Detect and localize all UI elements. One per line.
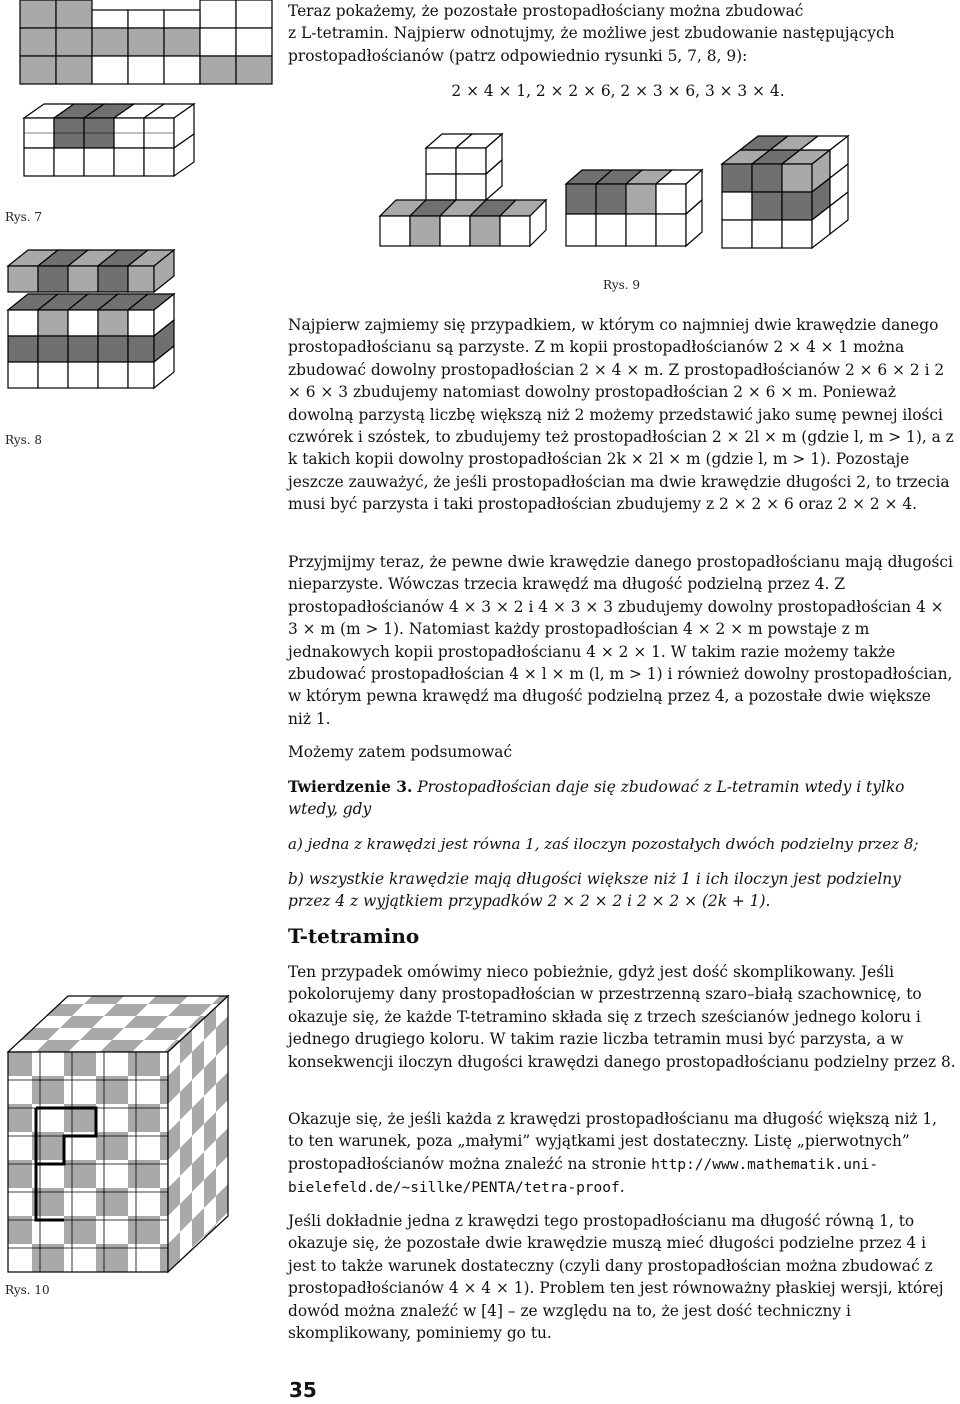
section-title: T-tetramino [288,924,420,948]
intro-line-2: z L-tetramin. Najpierw odnotujmy, że możliwe jest zbudowanie następujących [288,24,895,43]
page-number: 35 [289,1378,317,1402]
intro-line-3: prostopadłościanów (patrz odpowiednio rysunki 5, 7, 8, 9): [288,46,748,65]
caption-rys-10: Rys. 10 [5,1283,50,1297]
figure-rys-8 [4,246,184,406]
theorem-item-b: b) wszystkie krawędzie mają długości większe niż 1 i ich iloczyn jest podzielny przez 4 z wyjątkiem przypadków 2 × 2 × 2 i 2 × 2 × (2k + 1). [288,870,901,911]
paragraph-5 [288,1108,956,1200]
paragraph-6: Jeśli dokładnie jedna z krawędzi tego prostopadłościanu ma długość równą 1, to okazuje się, że pozostałe dwie krawędzie muszą mieć długości podzielne przez 4 i jest to także warunek dostateczny (czyli dany prostopadłościan można zbudować z prostopadłościanów 4 × 4 × 1). Problem ten jest równoważny płaskiej wersji, której dowód można znaleźć w [4] – ze względu na to, że jest dość techniczny i skomplikowany, pominiemy go tu. [288,1212,944,1343]
paragraph-5-end: . [619,1178,625,1197]
paragraph-5-url[interactable]: http://www.mathematik.uni-bielefeld.de/~sillke/PENTA/tetra-proof [288,1156,879,1197]
caption-rys-7: Rys. 7 [5,210,43,224]
paragraph-2: Przyjmijmy teraz, że pewne dwie krawędzie danego prostopadłościanu mają długości nieparzyste. Wówczas trzecia krawędź ma długość podzielną przez 4. Z prostopadłościanów 4 × 3 × 2 i 4 × 3 × 3 zbudujemy dowolny prostopadłościan 4 × 3 × m (m > 1). Natomiast każdy prostopadłościan 4 × 2 × m powstaje z m jednakowych kopii prostopadłościanu 4 × 2 × 1. W takim razie możemy także zbudować prostopadłościan 4 × l × m (l, m > 1) i również dowolny prostopadłościan, w którym pewna krawędź ma długość podzielną przez 4, a pozostałe dwie większe niż 1. [288,553,953,728]
caption-rys-8: Rys. 8 [5,433,43,447]
intro-formula: 2 × 4 × 1, 2 × 2 × 6, 2 × 3 × 6, 3 × 3 × 4. [451,82,785,100]
intro-line-1: Teraz pokażemy, że pozostałe prostopadłościany można zbudować [288,2,804,20]
theorem-text: Prostopadłościan daje się zbudować z L-tetramin wtedy i tylko wtedy, gdy [288,778,905,819]
figure-rys-10-drawing [0,992,240,1276]
theorem [288,776,956,821]
caption-rys-9: Rys. 9 [603,278,641,292]
paragraph-3: Możemy zatem podsumować [288,743,513,761]
figure-top-left [10,0,280,110]
figure-rys-7 [12,98,222,200]
figure-rys-9 [378,122,858,262]
theorem-label: Twierdzenie 3. [288,778,413,796]
figure-rys-10 [0,992,240,1276]
figure-top-left-drawing [10,0,280,110]
figure-rys-8-drawing [4,246,184,406]
paragraph-5-text: Okazuje się, że jeśli każda z krawędzi prostopadłościanu ma długość większą niż 1, to ten warunek, poza „małymi” wyjątkami jest dostateczny. Listę „pierwotnych” prostopadłościanów można znaleźć na stronie [288,1110,938,1173]
paragraph-1: Najpierw zajmiemy się przypadkiem, w którym co najmniej dwie krawędzie danego prostopadłościanu są parzyste. Z m kopii prostopadłościanów 2 × 4 × 1 można zbudować dowolny prostopadłościan 2 × 4 × m. Z prostopadłościanów 2 × 6 × 2 i 2 × 6 × 3 zbudujemy natomiast dowolny prostopadłościan 2 × 6 × m. Ponieważ dowolną parzystą liczbę większą niż 2 możemy przedstawić jako sumę pewnej ilości czwórek i szóstek, to zbudujemy też prostopadłościan 2 × 2l × m (gdzie l, m > 1), a z k takich kopii dowolny prostopadłościan 2k × 2l × m (gdzie l, m > 1). Pozostaje jeszcze zauważyć, że jeśli prostopadłościan ma dwie krawędzie długości 2, to trzecia musi być parzysta i taki prostopadłościan zbudujemy z 2 × 2 × 6 oraz 2 × 2 × 4. [288,316,954,514]
figure-rys-7-drawing [12,98,222,200]
theorem-item-a: a) jedna z krawędzi jest równa 1, zaś iloczyn pozostałych dwóch podzielny przez 8; [288,835,919,853]
intro-paragraph [288,0,956,67]
figure-rys-9-drawing [378,122,858,262]
paragraph-4: Ten przypadek omówimy nieco pobieżnie, gdyż jest dość skomplikowany. Jeśli pokolorujemy dany prostopadłościan w przestrzenną szaro–białą szachownicę, to okazuje się, że każde T-tetramino składa się z trzech sześcianów jednego koloru i jednego drugiego koloru. W takim razie liczba tetramin musi być parzysta, a w konsekwencji iloczyn długości krawędzi danego prostopadłościanu podzielny przez 8. [288,963,956,1071]
